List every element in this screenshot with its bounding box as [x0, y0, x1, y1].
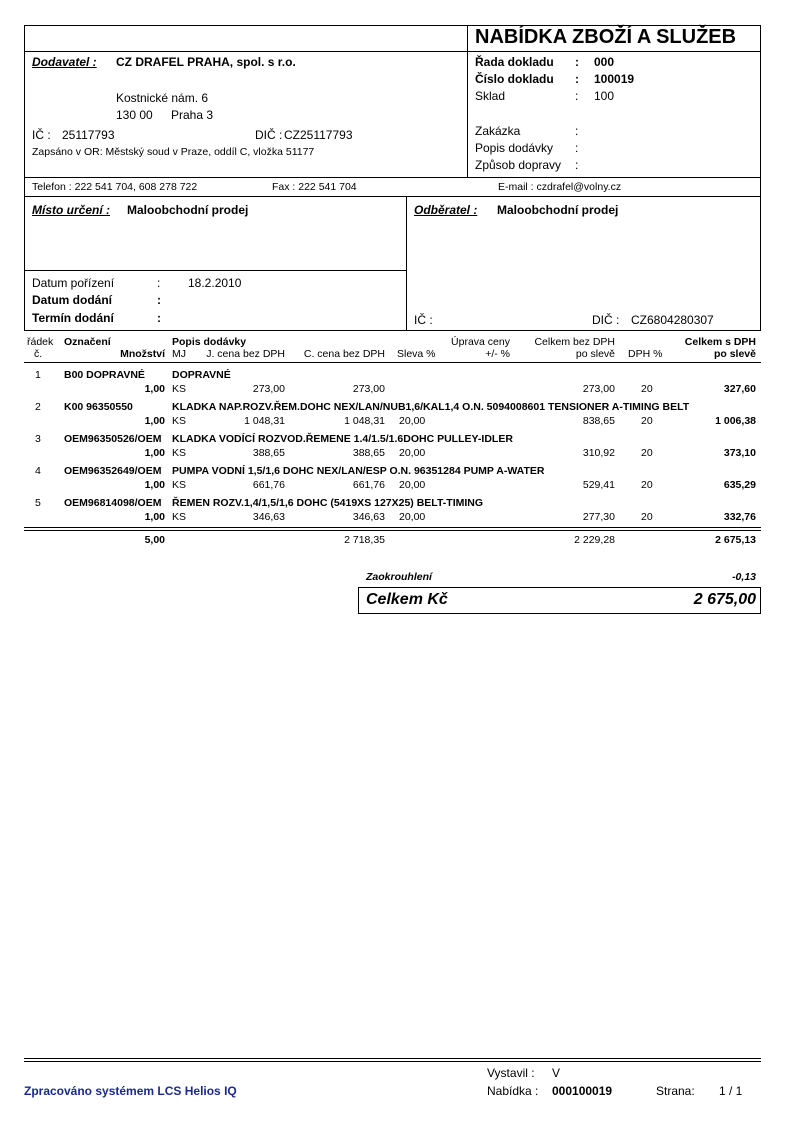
- item-net: 529,41: [582, 479, 615, 491]
- doc-series-label: Řada dokladu: [475, 55, 554, 69]
- item-gross: 332,76: [723, 511, 756, 523]
- col-row-no-1: řádek: [27, 336, 54, 348]
- item-description: KLADKA VODÍCÍ ROZVOD.ŘEMENE 1.4/1.5/1.6DOHC PULLEY-IDLER: [172, 433, 513, 445]
- date-acq-colon: :: [157, 276, 161, 290]
- row-number: 1: [35, 369, 41, 381]
- total-qty: 5,00: [144, 534, 165, 546]
- footer-page: 1 / 1: [719, 1084, 743, 1098]
- item-discount: 20,00: [399, 511, 426, 523]
- frame-left-line: [24, 25, 25, 331]
- footer-brand: Zpracováno systémem LCS Helios IQ: [24, 1084, 237, 1098]
- footer-offer: 000100019: [552, 1084, 613, 1098]
- col-vat: DPH %: [628, 348, 663, 360]
- date-term-colon: :: [157, 311, 161, 325]
- item-description: DOPRAVNÉ: [172, 369, 231, 381]
- item-unit: KS: [172, 479, 187, 491]
- title-bottom-line: [24, 51, 761, 52]
- item-code: OEM96350526/OEM: [64, 433, 162, 445]
- doc-warehouse-colon: :: [575, 89, 579, 103]
- col-discount: Sleva %: [397, 348, 436, 360]
- item-unit: KS: [172, 383, 187, 395]
- item-net: 310,92: [582, 447, 615, 459]
- header-bottom-line: [24, 362, 761, 363]
- doc-order-colon: :: [575, 124, 579, 138]
- doc-delivery-desc-colon: :: [575, 141, 579, 155]
- footer-line-2: [24, 1061, 761, 1062]
- doc-warehouse: 100: [594, 89, 615, 103]
- supplier-city: Praha 3: [171, 108, 214, 122]
- supplier-dic: CZ25117793: [284, 128, 353, 142]
- totals-line-1: [24, 527, 761, 528]
- footer-issued: V: [552, 1066, 561, 1080]
- item-total-price: 273,00: [352, 383, 385, 395]
- customer-dic: CZ6804280307: [631, 313, 714, 327]
- footer-line-1: [24, 1058, 761, 1059]
- doc-number: 100019: [594, 72, 635, 86]
- col-qty: Množství: [120, 348, 165, 360]
- rounding-label: Zaokrouhlení: [366, 571, 432, 583]
- item-quantity: 1,00: [144, 415, 165, 427]
- item-description: KLADKA NAP.ROZV.ŘEM.DOHC NEX/LAN/NUB1,6/KAL1,4 O.N. 5094008601 TENSIONER A-TIMING BELT: [172, 401, 690, 413]
- doc-delivery-desc-label: Popis dodávky: [475, 141, 554, 155]
- contact-top-line: [24, 177, 761, 178]
- footer-offer-label: Nabídka :: [487, 1084, 539, 1098]
- date-delivery-colon: :: [157, 293, 161, 307]
- row-number: 3: [35, 433, 41, 445]
- row-number: 4: [35, 465, 41, 477]
- grand-total-label: Celkem Kč: [366, 591, 448, 608]
- footer-issued-label: Vystavil :: [487, 1066, 535, 1080]
- item-discount: 20,00: [399, 479, 426, 491]
- col-net-1: Celkem bez DPH: [534, 336, 615, 348]
- item-description: PUMPA VODNÍ 1,5/1,6 DOHC NEX/LAN/ESP O.N. 96351284 PUMP A-WATER: [172, 465, 545, 477]
- item-vat: 20: [641, 511, 653, 523]
- item-quantity: 1,00: [144, 479, 165, 491]
- item-vat: 20: [641, 383, 653, 395]
- date-acq-value: 18.2.2010: [188, 276, 242, 290]
- total-price-sum: 2 718,35: [344, 534, 385, 546]
- item-unit-price: 388,65: [252, 447, 285, 459]
- grand-total-value: 2 675,00: [693, 591, 756, 608]
- item-quantity: 1,00: [144, 511, 165, 523]
- doc-transport-label: Způsob dopravy: [475, 158, 562, 172]
- item-discount: 20,00: [399, 415, 426, 427]
- footer-page-label: Strana:: [656, 1084, 695, 1098]
- item-total-price: 661,76: [352, 479, 385, 491]
- customer-value: Maloobchodní prodej: [497, 203, 619, 217]
- doc-series-colon: :: [575, 55, 579, 69]
- rounding-value: -0,13: [732, 571, 756, 583]
- item-code: K00 96350550: [64, 401, 133, 413]
- item-gross: 327,60: [723, 383, 756, 395]
- date-delivery-label: Datum dodání: [32, 293, 112, 307]
- col-adjust-1: Úprava ceny: [451, 336, 510, 348]
- col-code: Označení: [64, 336, 111, 348]
- item-code: OEM96814098/OEM: [64, 497, 162, 509]
- col-unit-price: J. cena bez DPH: [206, 348, 285, 360]
- item-discount: 20,00: [399, 447, 426, 459]
- item-unit-price: 1 048,31: [244, 415, 285, 427]
- col-desc: Popis dodávky: [172, 336, 247, 348]
- item-unit-price: 273,00: [252, 383, 285, 395]
- supplier-label: Dodavatel :: [32, 55, 97, 69]
- doc-transport-colon: :: [575, 158, 579, 172]
- col-gross-1: Celkem s DPH: [684, 336, 756, 348]
- item-unit: KS: [172, 511, 187, 523]
- item-total-price: 388,65: [352, 447, 385, 459]
- item-net: 838,65: [582, 415, 615, 427]
- col-adjust-2: +/- %: [485, 348, 510, 360]
- contact-bottom-line: [24, 196, 761, 197]
- doc-order-label: Zakázka: [475, 124, 521, 138]
- item-unit: KS: [172, 447, 187, 459]
- item-vat: 20: [641, 447, 653, 459]
- row-number: 5: [35, 497, 41, 509]
- item-net: 273,00: [582, 383, 615, 395]
- item-unit-price: 661,76: [252, 479, 285, 491]
- customer-ic-label: IČ :: [414, 313, 433, 327]
- item-gross: 635,29: [723, 479, 756, 491]
- doc-number-label: Číslo dokladu: [475, 72, 554, 86]
- col-gross-2: po slevě: [713, 348, 756, 360]
- frame-right-line: [760, 25, 761, 331]
- contact-email: E-mail : czdrafel@volny.cz: [498, 181, 622, 193]
- total-gross: 2 675,13: [715, 534, 756, 546]
- supplier-name: CZ DRAFEL PRAHA, spol. s r.o.: [116, 55, 296, 69]
- date-acq-label: Datum pořízení: [32, 276, 115, 290]
- supplier-ic: 25117793: [62, 128, 115, 142]
- supplier-ic-label: IČ :: [32, 128, 51, 142]
- item-net: 277,30: [582, 511, 615, 523]
- item-total-price: 1 048,31: [344, 415, 385, 427]
- total-net: 2 229,28: [574, 534, 615, 546]
- item-vat: 20: [641, 479, 653, 491]
- supplier-street: Kostnické nám. 6: [116, 91, 209, 105]
- address-bottom-line: [24, 330, 761, 331]
- header-divider: [467, 25, 468, 177]
- item-quantity: 1,00: [144, 447, 165, 459]
- col-net-2: po slevě: [575, 348, 615, 360]
- item-code: OEM96352649/OEM: [64, 465, 162, 477]
- item-unit: KS: [172, 415, 187, 427]
- supplier-register: Zapsáno v OR: Městský soud v Praze, oddíl C, vložka 51177: [32, 146, 315, 158]
- col-total-price: C. cena bez DPH: [303, 348, 385, 360]
- row-number: 2: [35, 401, 41, 413]
- totals-line-2: [24, 530, 761, 531]
- date-term-label: Termín dodání: [32, 311, 114, 325]
- item-quantity: 1,00: [144, 383, 165, 395]
- customer-dic-label: DIČ :: [592, 313, 620, 327]
- contact-fax: Fax : 222 541 704: [272, 181, 357, 193]
- supplier-dic-label: DIČ :: [255, 128, 283, 142]
- document-title: NABÍDKA ZBOŽÍ A SLUŽEB: [475, 26, 737, 48]
- destination-label: Místo určení :: [32, 203, 111, 217]
- item-code: B00 DOPRAVNÉ: [64, 369, 145, 381]
- item-total-price: 346,63: [352, 511, 385, 523]
- contact-phone: Telefon : 222 541 704, 608 278 722: [32, 181, 198, 193]
- item-gross: 373,10: [723, 447, 756, 459]
- doc-number-colon: :: [575, 72, 579, 86]
- item-gross: 1 006,38: [715, 415, 756, 427]
- destination-value: Maloobchodní prodej: [127, 203, 249, 217]
- destination-bottom-line: [24, 270, 407, 271]
- supplier-zip: 130 00: [116, 108, 153, 122]
- item-vat: 20: [641, 415, 653, 427]
- doc-warehouse-label: Sklad: [475, 89, 506, 103]
- col-row-no-2: č.: [34, 348, 43, 360]
- address-divider: [406, 196, 407, 331]
- item-description: ŘEMEN ROZV.1,4/1,5/1,6 DOHC (5419XS 127X25) BELT-TIMING: [172, 497, 484, 509]
- doc-series: 000: [594, 55, 615, 69]
- col-unit: MJ: [172, 348, 186, 360]
- item-unit-price: 346,63: [252, 511, 285, 523]
- customer-label: Odběratel :: [414, 203, 478, 217]
